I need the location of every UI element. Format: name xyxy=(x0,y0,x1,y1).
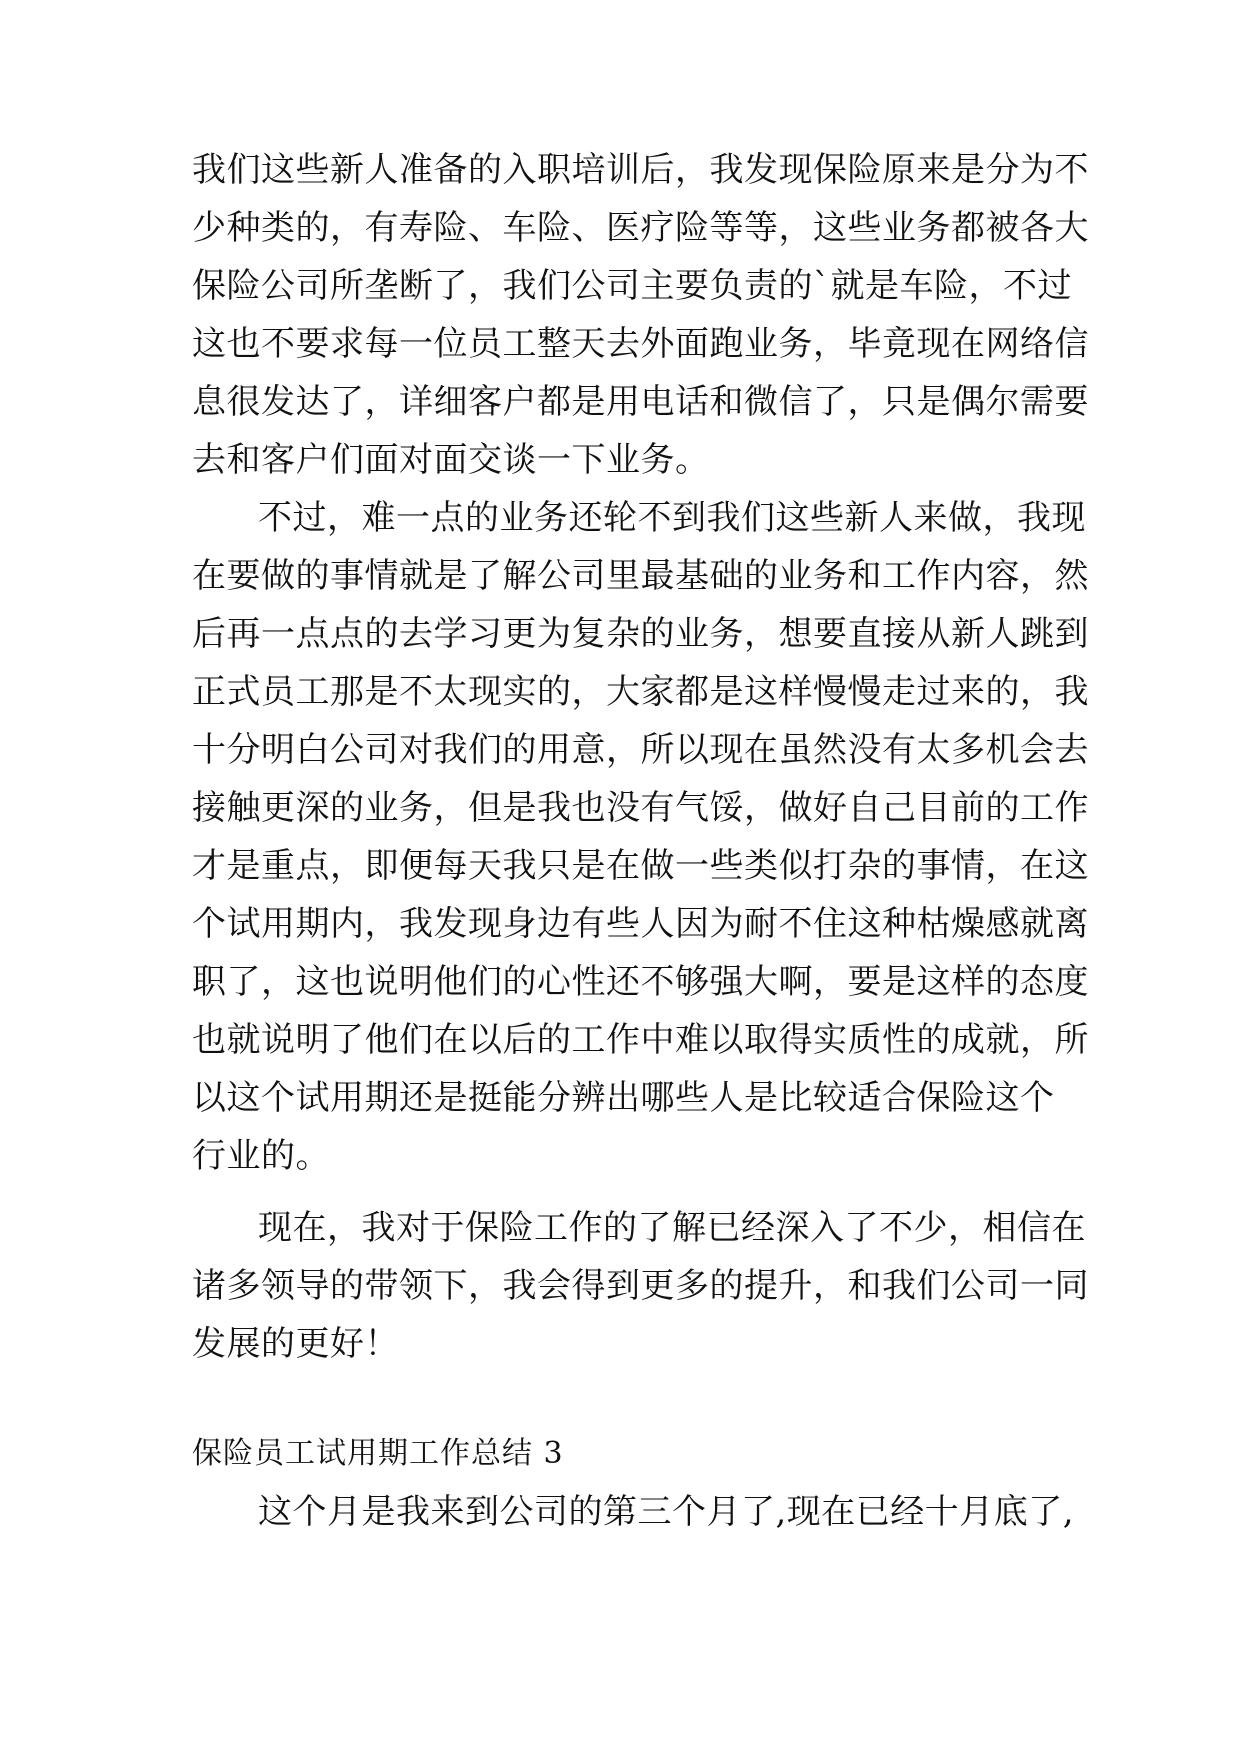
text-line: 保险公司所垄断了，我们公司主要负责的`就是车险，不过 xyxy=(192,266,1072,306)
text-line: 在要做的事情就是了解公司里最基础的业务和工作内容，然 xyxy=(192,556,1089,596)
text-line: 息很发达了，详细客户都是用电话和微信了，只是偶尔需要 xyxy=(192,382,1089,422)
paragraph-first-line: 这个月是我来到公司的第三个月了,现在已经十月底了, xyxy=(258,1492,1075,1532)
text-line: 后再一点点的去学习更为复杂的业务，想要直接从新人跳到 xyxy=(192,614,1089,654)
section-heading: 保险员工试用期工作总结 3 xyxy=(192,1436,564,1471)
paragraph-first-line: 不过，难一点的业务还轮不到我们这些新人来做，我现 xyxy=(258,498,1086,538)
paragraph-first-line: 现在，我对于保险工作的了解已经深入了不少，相信在 xyxy=(258,1208,1086,1248)
text-line: 诸多领导的带领下，我会得到更多的提升，和我们公司一同 xyxy=(192,1266,1089,1306)
text-line: 以这个试用期还是挺能分辨出哪些人是比较适合保险这个 xyxy=(192,1078,1055,1118)
text-line: 十分明白公司对我们的用意，所以现在虽然没有太多机会去 xyxy=(192,730,1089,770)
text-line: 去和客户们面对面交谈一下业务。 xyxy=(192,440,710,480)
text-line: 才是重点，即便每天我只是在做一些类似打杂的事情，在这 xyxy=(192,846,1089,886)
text-line: 接触更深的业务，但是我也没有气馁，做好自己目前的工作 xyxy=(192,788,1089,828)
text-line: 行业的。 xyxy=(192,1136,330,1176)
text-line: 这也不要求每一位员工整天去外面跑业务，毕竟现在网络信 xyxy=(192,324,1089,364)
text-line: 职了，这也说明他们的心性还不够强大啊，要是这样的态度 xyxy=(192,962,1089,1002)
text-line: 也就说明了他们在以后的工作中难以取得实质性的成就，所 xyxy=(192,1020,1089,1060)
text-line: 正式员工那是不太现实的，大家都是这样慢慢走过来的，我 xyxy=(192,672,1089,712)
text-line: 个试用期内，我发现身边有些人因为耐不住这种枯燥感就离 xyxy=(192,904,1089,944)
text-line: 发展的更好！ xyxy=(192,1324,399,1364)
text-line: 少种类的，有寿险、车险、医疗险等等，这些业务都被各大 xyxy=(192,208,1089,248)
text-line: 我们这些新人准备的入职培训后，我发现保险原来是分为不 xyxy=(192,150,1089,190)
